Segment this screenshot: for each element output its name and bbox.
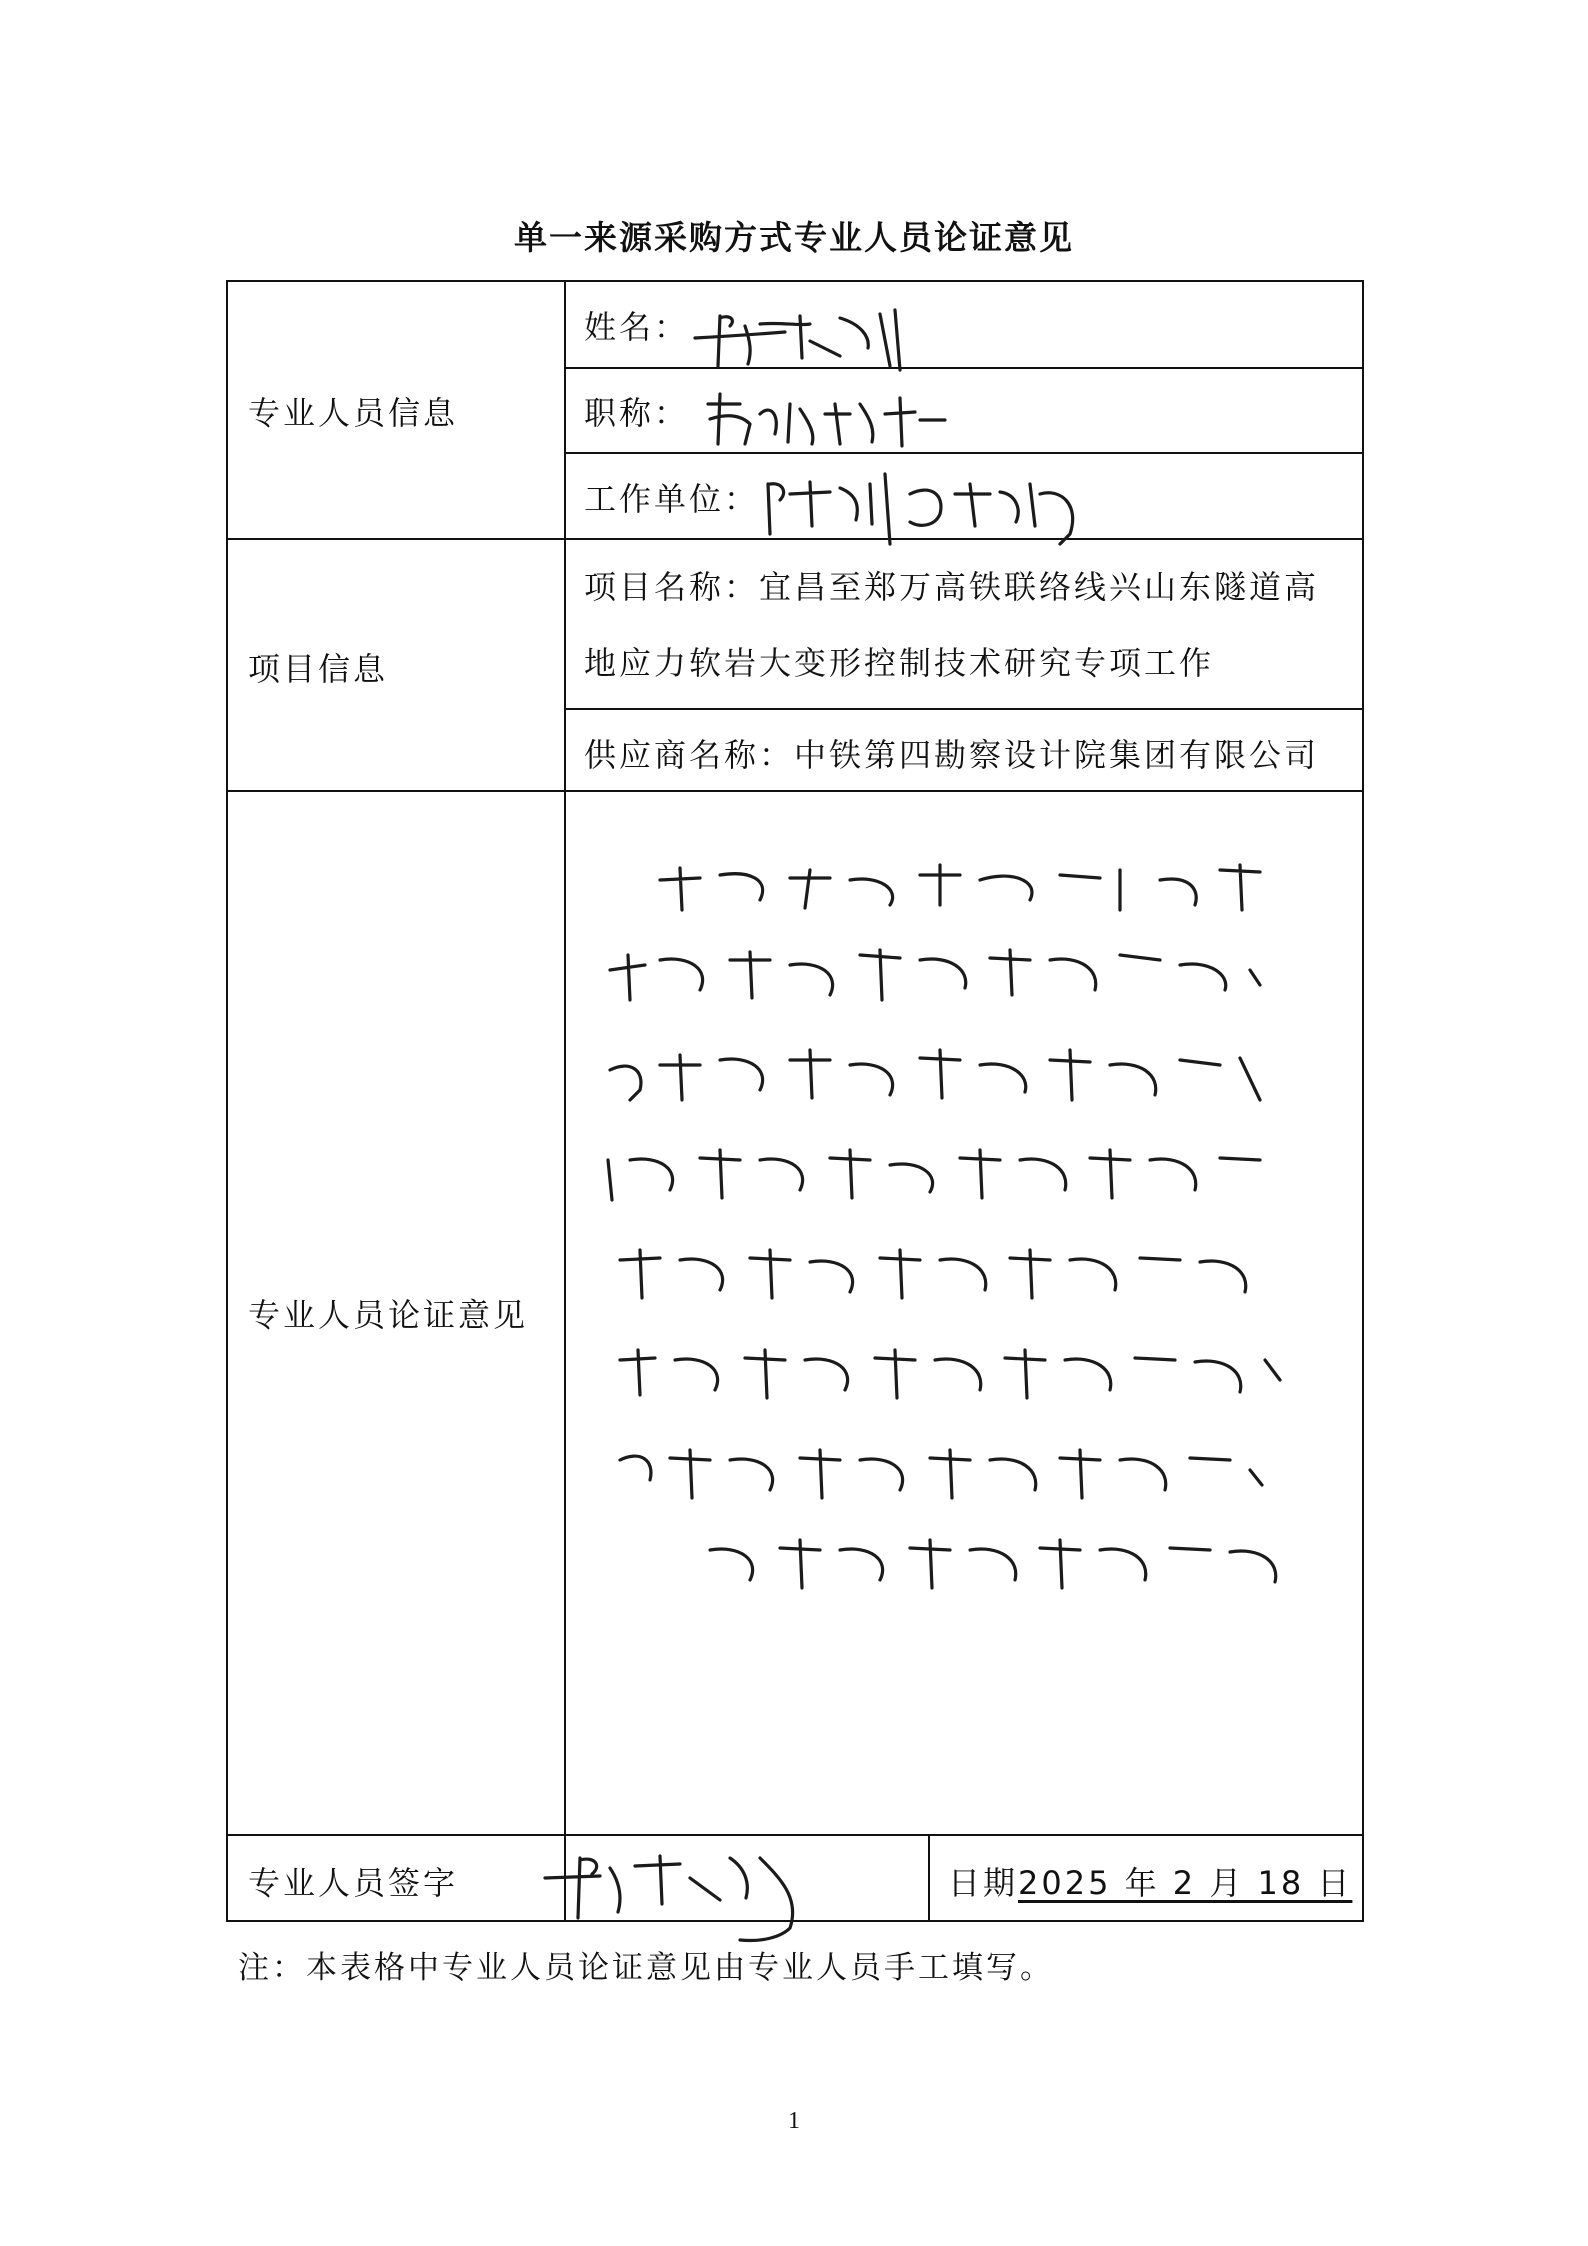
table-border-left <box>226 280 228 1922</box>
date-value: 2025 年 2 月 18 日 <box>1018 1864 1353 1902</box>
table-border-right <box>1362 280 1364 1922</box>
handwritten-job-title <box>700 384 960 454</box>
name-label: 姓名： <box>584 308 690 346</box>
date-field <box>948 1858 1352 1904</box>
project-name-line1: 项目名称：宜昌至郑万高铁联络线兴山东隧道高 <box>584 568 1320 606</box>
label-opinion: 专业人员论证意见 <box>248 1296 529 1334</box>
row-divider <box>226 790 1364 792</box>
table-border-top <box>226 280 1364 282</box>
row-divider <box>564 367 1364 369</box>
handwritten-opinion <box>600 860 1360 1610</box>
project-name-line2: 地应力软岩大变形控制技术研究专项工作 <box>584 644 1215 682</box>
date-divider <box>928 1834 930 1922</box>
label-signature: 专业人员签字 <box>248 1864 459 1902</box>
label-expert-info: 专业人员信息 <box>248 394 459 432</box>
row-divider <box>564 708 1364 710</box>
column-divider <box>564 280 566 1922</box>
page-number: 1 <box>788 2108 800 2134</box>
row-divider <box>226 1834 1364 1836</box>
row-divider <box>564 452 1364 454</box>
date-label: 日期 <box>948 1864 1019 1902</box>
handwritten-employer <box>760 464 1140 554</box>
label-project-info: 项目信息 <box>248 650 389 688</box>
job-title-label: 职称： <box>584 394 690 432</box>
document-title: 单一来源采购方式专业人员论证意见 <box>514 218 1074 257</box>
footnote: 注：本表格中专业人员论证意见由专业人员手工填写。 <box>238 1950 1054 1986</box>
handwritten-signature <box>540 1838 860 1948</box>
employer-label: 工作单位： <box>584 480 760 518</box>
handwritten-name <box>690 296 930 376</box>
supplier-name: 供应商名称：中铁第四勘察设计院集团有限公司 <box>584 736 1320 774</box>
